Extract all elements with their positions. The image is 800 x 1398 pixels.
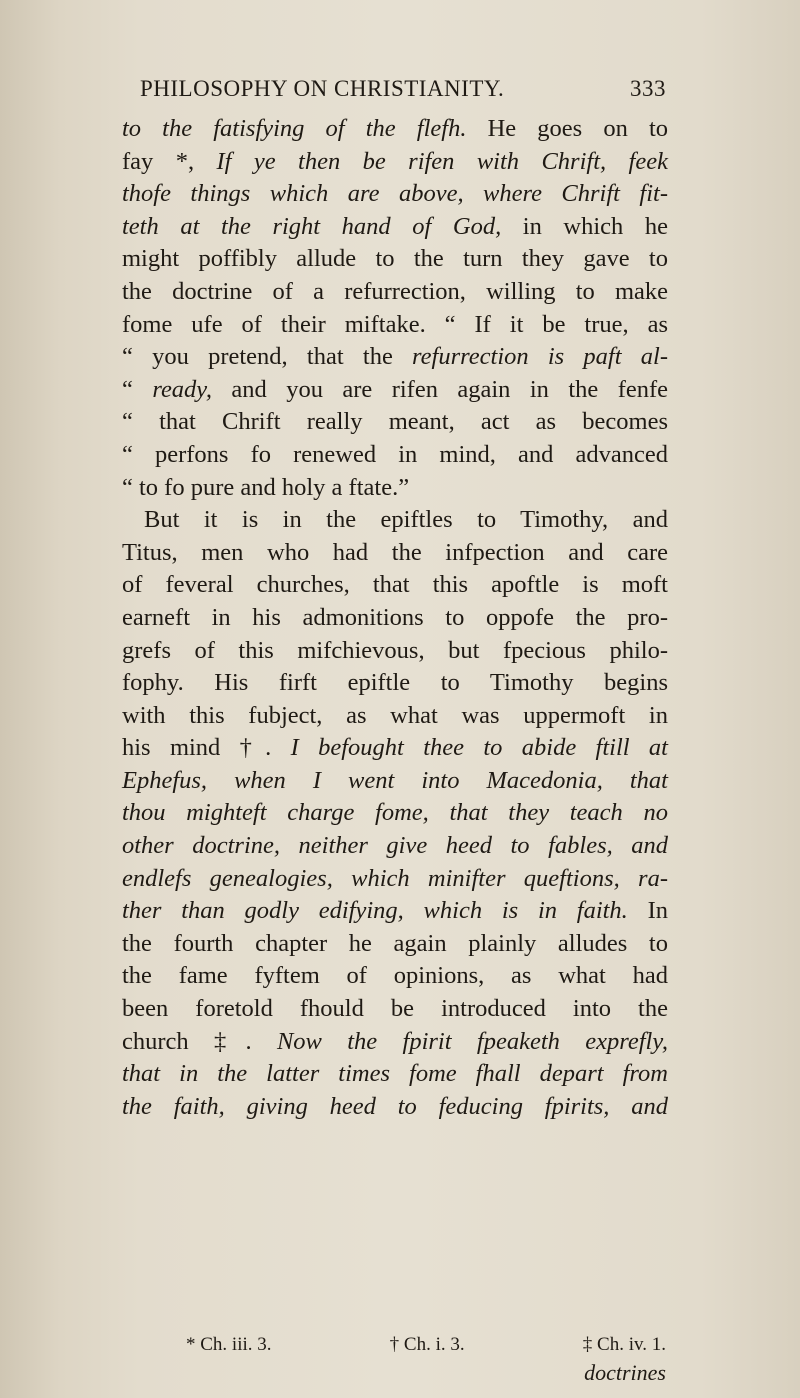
text-line: fophy. His firft epiftle to Timothy begins <box>122 669 668 697</box>
footnote: † Ch. i. 3. <box>389 1334 465 1355</box>
footnotes <box>186 1334 666 1356</box>
text-line: the faith, giving heed to feducing fpirits, and <box>122 1092 668 1120</box>
text-line: the fame fyftem of opinions, as what had <box>122 962 668 990</box>
running-head-title: PHILOSOPHY ON CHRISTIANITY. <box>140 76 505 101</box>
text-line: “ that Chrift really meant, act as becomes <box>122 408 668 436</box>
page-number: 333 <box>630 76 666 101</box>
text-line: been foretold fhould be introduced into the <box>122 995 668 1023</box>
text-line: earneft in his admonitions to oppofe the pro- <box>122 603 668 631</box>
text-line: his mind †. I befought thee to abide ftill at <box>122 734 668 762</box>
text-line: fome ufe of their miftake. “ If it be true, as <box>122 310 668 338</box>
text-line: ther than godly edifying, which is in faith. In <box>122 897 668 925</box>
text-line: “ you pretend, that the refurrection is paft al- <box>122 343 668 371</box>
text-line: other doctrine, neither give heed to fables, and <box>122 832 668 860</box>
paragraph-start: But it is in the epiftles to Timothy, and <box>144 506 668 534</box>
text-line: of feveral churches, that this apoftle is moft <box>122 571 668 599</box>
text-line: teth at the right hand of God, in which he <box>122 212 669 240</box>
footnote: * Ch. iii. 3. <box>186 1334 272 1355</box>
text-line: “ to fo pure and holy a ftate.” <box>122 473 410 501</box>
text-line: grefs of this mifchievous, but fpecious philo- <box>122 636 668 664</box>
footnote: ‡ Ch. iv. 1. <box>582 1334 666 1355</box>
text-line: thou mighteft charge fome, that they teach no <box>122 799 668 827</box>
text-line: Titus, men who had the infpection and care <box>122 538 668 566</box>
text-line: fay *, If ye then be rifen with Chrift, feek <box>122 147 668 175</box>
text-line: might poffibly allude to the turn they gave to <box>122 245 668 273</box>
text-line: “ ready, and you are rifen again in the fenfe <box>122 375 669 403</box>
text-line: “ perfons fo renewed in mind, and advanced <box>122 440 668 468</box>
text-line: endlefs genealogies, which minifter queftions, ra- <box>122 864 668 892</box>
text-line: with this fubject, as what was uppermoft in <box>122 701 668 729</box>
text-line: the fourth chapter he again plainly alludes to <box>122 929 668 957</box>
text-line: that in the latter times fome fhall depart from <box>122 1060 668 1088</box>
text-line: thofe things which are above, where Chrift fit- <box>122 180 668 208</box>
text-line: the doctrine of a refurrection, willing to make <box>122 277 668 305</box>
text-line: to the fatisfying of the flefh. He goes on to <box>122 115 668 142</box>
text-line: Ephefus, when I went into Macedonia, that <box>122 766 668 794</box>
catchword: doctrines <box>584 1360 666 1385</box>
running-head <box>140 76 666 102</box>
body-text <box>122 113 668 1123</box>
text-line: church ‡. Now the fpirit fpeaketh exprefly, <box>122 1027 668 1055</box>
